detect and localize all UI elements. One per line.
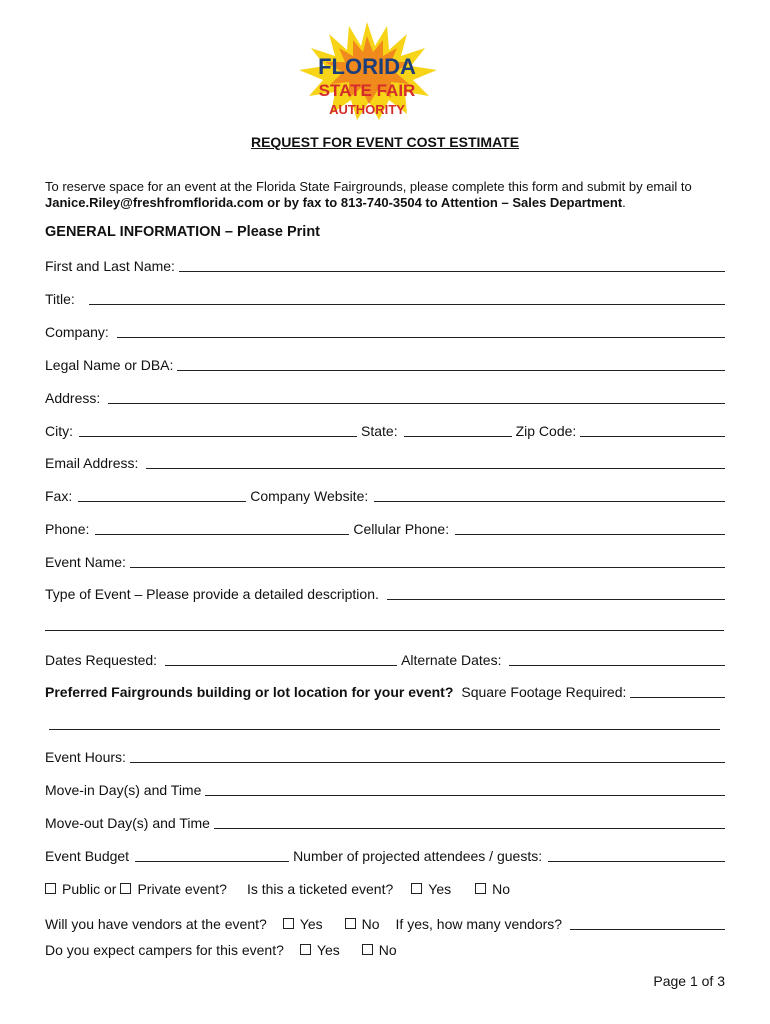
move-out-label: Move-out Day(s) and Time (45, 815, 210, 831)
fax-field[interactable] (78, 487, 246, 502)
address-row (45, 388, 725, 406)
event-hours-field[interactable] (130, 748, 725, 763)
campers-yes-option[interactable] (300, 942, 340, 958)
company-label: Company: (45, 324, 109, 340)
company-field[interactable] (117, 323, 725, 338)
form-title: REQUEST FOR EVENT COST ESTIMATE (250, 134, 520, 150)
ticketed-no-option[interactable] (475, 881, 510, 897)
city-field[interactable] (79, 422, 357, 437)
event-type-field[interactable] (387, 585, 725, 600)
move-in-label: Move-in Day(s) and Time (45, 782, 202, 798)
campers-yes-label: Yes (316, 942, 340, 958)
vendors-row (45, 914, 725, 932)
email-field[interactable] (146, 454, 725, 469)
ticketed-yes-label: Yes (428, 881, 452, 897)
public-option[interactable] (45, 881, 116, 897)
vendors-no-checkbox[interactable] (345, 918, 356, 929)
ticketed-no-label: No (492, 881, 511, 897)
vendors-yes-checkbox[interactable] (283, 918, 294, 929)
phone-field[interactable] (95, 520, 349, 535)
event-type-row (45, 584, 725, 602)
alternate-dates-label: Alternate Dates: (401, 652, 502, 668)
cellular-phone-field[interactable] (455, 520, 725, 535)
location-row (45, 682, 725, 700)
svg-text:STATE FAIR: STATE FAIR (318, 81, 416, 100)
ticketed-no-checkbox[interactable] (475, 883, 486, 894)
event-type-label: Type of Event – Please provide a detailed description. (45, 586, 379, 602)
intro-text (45, 179, 735, 211)
event-name-field[interactable] (130, 553, 725, 568)
section-heading: GENERAL INFORMATION – Please Print (45, 224, 321, 240)
location-extra-line[interactable] (49, 729, 720, 730)
event-hours-row (45, 747, 725, 765)
dates-row (45, 650, 725, 668)
budget-row (45, 846, 725, 864)
email-row (45, 453, 725, 471)
first-last-name-label: First and Last Name: (45, 258, 175, 274)
legal-name-label: Legal Name or DBA: (45, 357, 174, 373)
legal-name-field[interactable] (177, 356, 725, 371)
first-last-name-row (45, 256, 725, 274)
move-out-row (45, 813, 725, 831)
event-budget-label: Event Budget (45, 848, 130, 864)
svg-text:AUTHORITY: AUTHORITY (329, 102, 405, 117)
move-in-field[interactable] (205, 781, 725, 796)
dates-requested-label: Dates Requested: (45, 652, 158, 668)
email-label: Email Address: (45, 455, 139, 471)
campers-no-checkbox[interactable] (362, 944, 373, 955)
private-checkbox[interactable] (120, 883, 131, 894)
vendors-yes-option[interactable] (283, 916, 323, 932)
square-footage-label: Square Footage Required: (461, 684, 627, 700)
first-last-name-field[interactable] (179, 257, 725, 272)
company-row (45, 322, 725, 340)
public-private-row (45, 879, 725, 897)
city-label: City: (45, 423, 73, 439)
private-label: Private event? (137, 881, 227, 897)
vendors-yes-label: Yes (299, 916, 323, 932)
move-in-row (45, 780, 725, 798)
phone-label: Phone: (45, 521, 90, 537)
address-label: Address: (45, 390, 101, 406)
fax-label: Fax: (45, 488, 73, 504)
campers-yes-checkbox[interactable] (300, 944, 311, 955)
florida-state-fair-logo (295, 22, 440, 122)
zip-label: Zip Code: (515, 423, 577, 439)
phone-row (45, 519, 725, 537)
legal-name-row (45, 355, 725, 373)
attendees-label: Number of projected attendees / guests: (293, 848, 543, 864)
title-field[interactable] (89, 290, 725, 305)
company-website-field[interactable] (374, 487, 725, 502)
square-footage-field[interactable] (630, 683, 725, 698)
move-out-field[interactable] (214, 814, 725, 829)
alternate-dates-field[interactable] (509, 651, 725, 666)
campers-row (45, 940, 725, 958)
private-option[interactable] (120, 881, 227, 897)
event-hours-label: Event Hours: (45, 749, 126, 765)
intro-line1: To reserve space for an event at the Florida State Fairgrounds, please complete this form and submit by email to (45, 179, 692, 194)
ticketed-question: Is this a ticketed event? (246, 881, 394, 897)
event-name-label: Event Name: (45, 554, 126, 570)
attendees-field[interactable] (548, 847, 725, 862)
state-label: State: (361, 423, 398, 439)
campers-question: Do you expect campers for this event? (45, 942, 284, 958)
title-row (45, 289, 725, 307)
city-state-zip-row (45, 421, 725, 439)
company-website-label: Company Website: (250, 488, 369, 504)
vendors-question: Will you have vendors at the event? (45, 916, 267, 932)
intro-contact: Janice.Riley@freshfromflorida.com or by fax to 813-740-3504 to Attention – Sales Department (45, 195, 623, 210)
vendors-no-option[interactable] (345, 916, 380, 932)
event-type-extra-line[interactable] (45, 630, 724, 631)
address-field[interactable] (108, 389, 725, 404)
campers-no-option[interactable] (362, 942, 397, 958)
zip-field[interactable] (580, 422, 725, 437)
ticketed-yes-checkbox[interactable] (411, 883, 422, 894)
cellular-phone-label: Cellular Phone: (353, 521, 450, 537)
how-many-vendors-field[interactable] (570, 915, 725, 930)
state-field[interactable] (404, 422, 512, 437)
campers-no-label: No (378, 942, 397, 958)
page-number: Page 1 of 3 (653, 973, 725, 989)
fax-website-row (45, 486, 725, 504)
dates-requested-field[interactable] (165, 651, 397, 666)
public-label: Public or (62, 881, 117, 897)
intro-period: . (622, 195, 626, 210)
ticketed-yes-option[interactable] (411, 881, 451, 897)
preferred-location-label: Preferred Fairgrounds building or lot location for your event? (45, 684, 454, 700)
svg-text:FLORIDA: FLORIDA (318, 54, 416, 79)
event-budget-field[interactable] (135, 847, 289, 862)
event-name-row (45, 552, 725, 570)
public-checkbox[interactable] (45, 883, 56, 894)
vendors-no-label: No (361, 916, 380, 932)
how-many-vendors-label: If yes, how many vendors? (395, 916, 563, 932)
title-label: Title: (45, 291, 75, 307)
